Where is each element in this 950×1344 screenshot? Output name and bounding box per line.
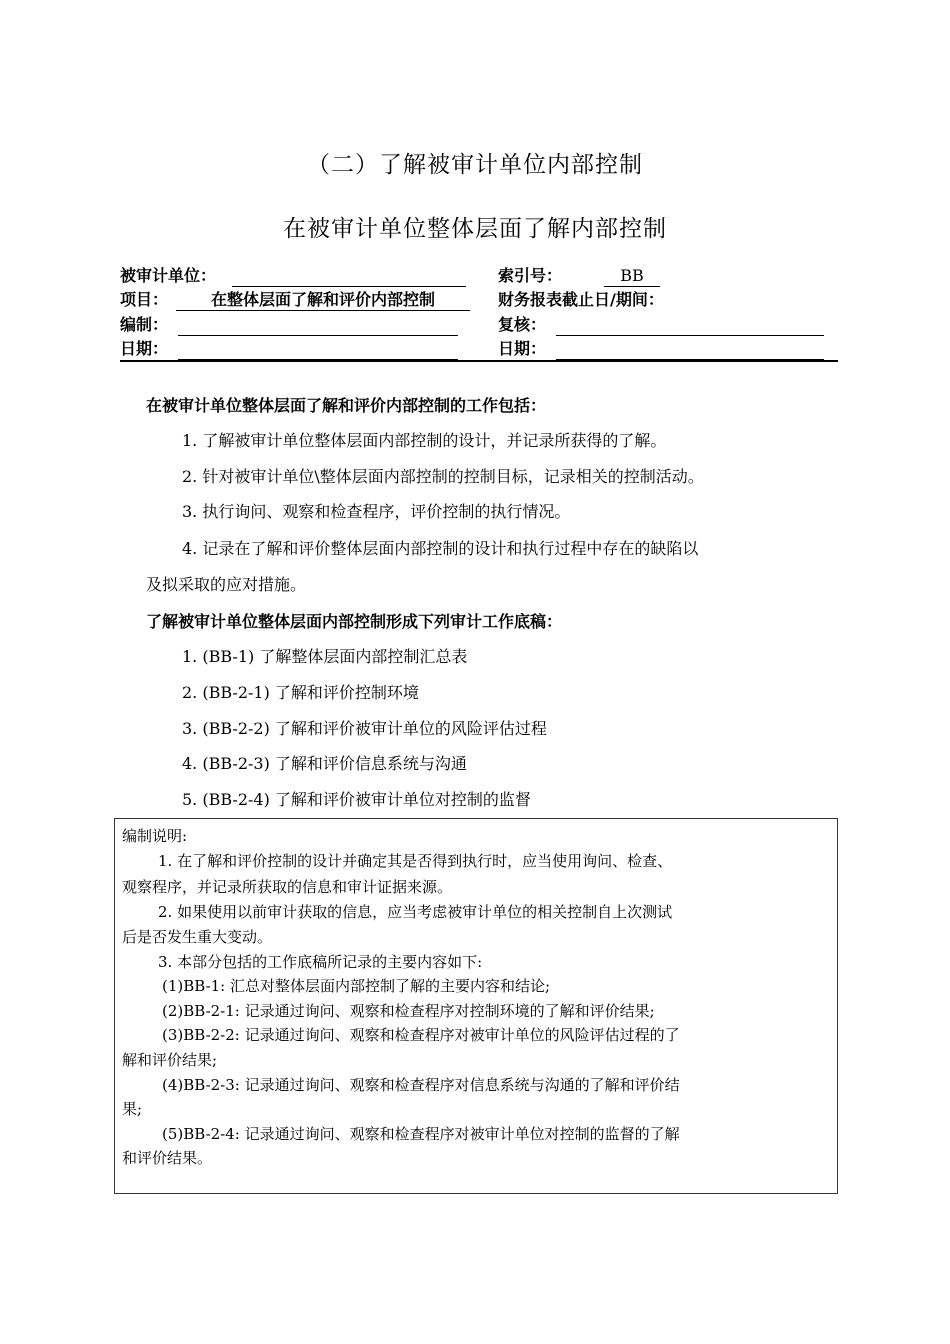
date-blank-1 (178, 339, 458, 360)
notes-line: 和评价结果。 (122, 1149, 213, 1167)
section2-item: 4. (BB-2-3) 了解和评价信息系统与沟通 (182, 754, 467, 773)
period-field (498, 288, 664, 312)
notes-line: 3. 本部分包括的工作底稿所记录的主要内容如下: (158, 953, 483, 971)
date-blank-2 (556, 339, 824, 360)
prepared-label: 编制： (120, 315, 169, 334)
notes-line: (3)BB-2-2: 记录通过询问、观察和检查程序对被审计单位的风险评估过程的了 (162, 1026, 680, 1044)
prepared-blank (178, 315, 458, 336)
reviewed-field (498, 313, 546, 337)
section2-item: 5. (BB-2-4) 了解和评价被审计单位对控制的监督 (182, 790, 531, 809)
section2-item: 3. (BB-2-2) 了解和评价被审计单位的风险评估过程 (182, 719, 547, 738)
notes-line: 解和评价结果; (122, 1051, 218, 1069)
notes-line: 2. 如果使用以前审计获取的信息，应当考虑被审计单位的相关控制自上次测试 (158, 903, 673, 921)
date-label-2: 日期： (498, 339, 547, 358)
page-title: （二）了解被审计单位内部控制 (307, 152, 643, 178)
notes-line: (4)BB-2-3: 记录通过询问、观察和检查程序对信息系统与沟通的了解和评价结 (162, 1076, 680, 1094)
index-field (498, 264, 562, 288)
section1-item: 3. 执行询问、观察和检查程序，评价控制的执行情况。 (182, 502, 571, 521)
date-field-2 (498, 337, 546, 361)
date-field-1 (120, 337, 168, 361)
date-label-1: 日期： (120, 339, 169, 358)
notes-line: (2)BB-2-1: 记录通过询问、观察和检查程序对控制环境的了解和评价结果; (162, 1002, 655, 1020)
entity-field (120, 264, 216, 288)
section1-item: 2. 针对被审计单位\整体层面内部控制的控制目标，记录相关的控制活动。 (182, 467, 704, 486)
reviewed-label: 复核： (498, 315, 547, 334)
notes-title: 编制说明: (122, 827, 188, 845)
notes-line: (1)BB-1: 汇总对整体层面内部控制了解的主要内容和结论; (162, 977, 551, 995)
index-label: 索引号： (498, 266, 563, 285)
notes-line: (5)BB-2-4: 记录通过询问、观察和检查程序对被审计单位对控制的监督的了解 (162, 1125, 680, 1143)
project-value: 在整体层面了解和评价内部控制 (210, 290, 435, 309)
project-field (120, 288, 168, 312)
header-divider (120, 360, 838, 362)
section1-heading: 在被审计单位整体层面了解和评价内部控制的工作包括： (146, 396, 547, 415)
notes-line: 果; (122, 1100, 143, 1118)
entity-label: 被审计单位： (120, 266, 217, 285)
entity-blank (232, 266, 466, 287)
notes-line: 后是否发生重大变动。 (122, 928, 273, 946)
page-subtitle: 在被审计单位整体层面了解内部控制 (283, 216, 667, 242)
notes-line: 1. 在了解和评价控制的设计并确定其是否得到执行时，应当使用询问、检查、 (158, 852, 673, 870)
section2-item: 2. (BB-2-1) 了解和评价控制环境 (182, 683, 419, 702)
project-label: 项目： (120, 290, 169, 309)
section1-item: 1. 了解被审计单位整体层面内部控制的设计，并记录所获得的了解。 (182, 431, 667, 450)
section2-heading: 了解被审计单位整体层面内部控制形成下列审计工作底稿： (146, 612, 563, 631)
section2-item: 1. (BB-1) 了解整体层面内部控制汇总表 (182, 647, 468, 666)
period-label: 财务报表截止日/期间： (498, 290, 664, 309)
reviewed-blank (556, 315, 824, 336)
notes-line: 观察程序，并记录所获取的信息和审计证据来源。 (122, 878, 453, 896)
index-value: BB (620, 266, 644, 285)
section1-item-continued: 及拟采取的应对措施。 (146, 575, 307, 594)
section1-item: 4. 记录在了解和评价整体层面内部控制的设计和执行过程中存在的缺陷以 (182, 539, 699, 558)
prepared-field (120, 313, 168, 337)
